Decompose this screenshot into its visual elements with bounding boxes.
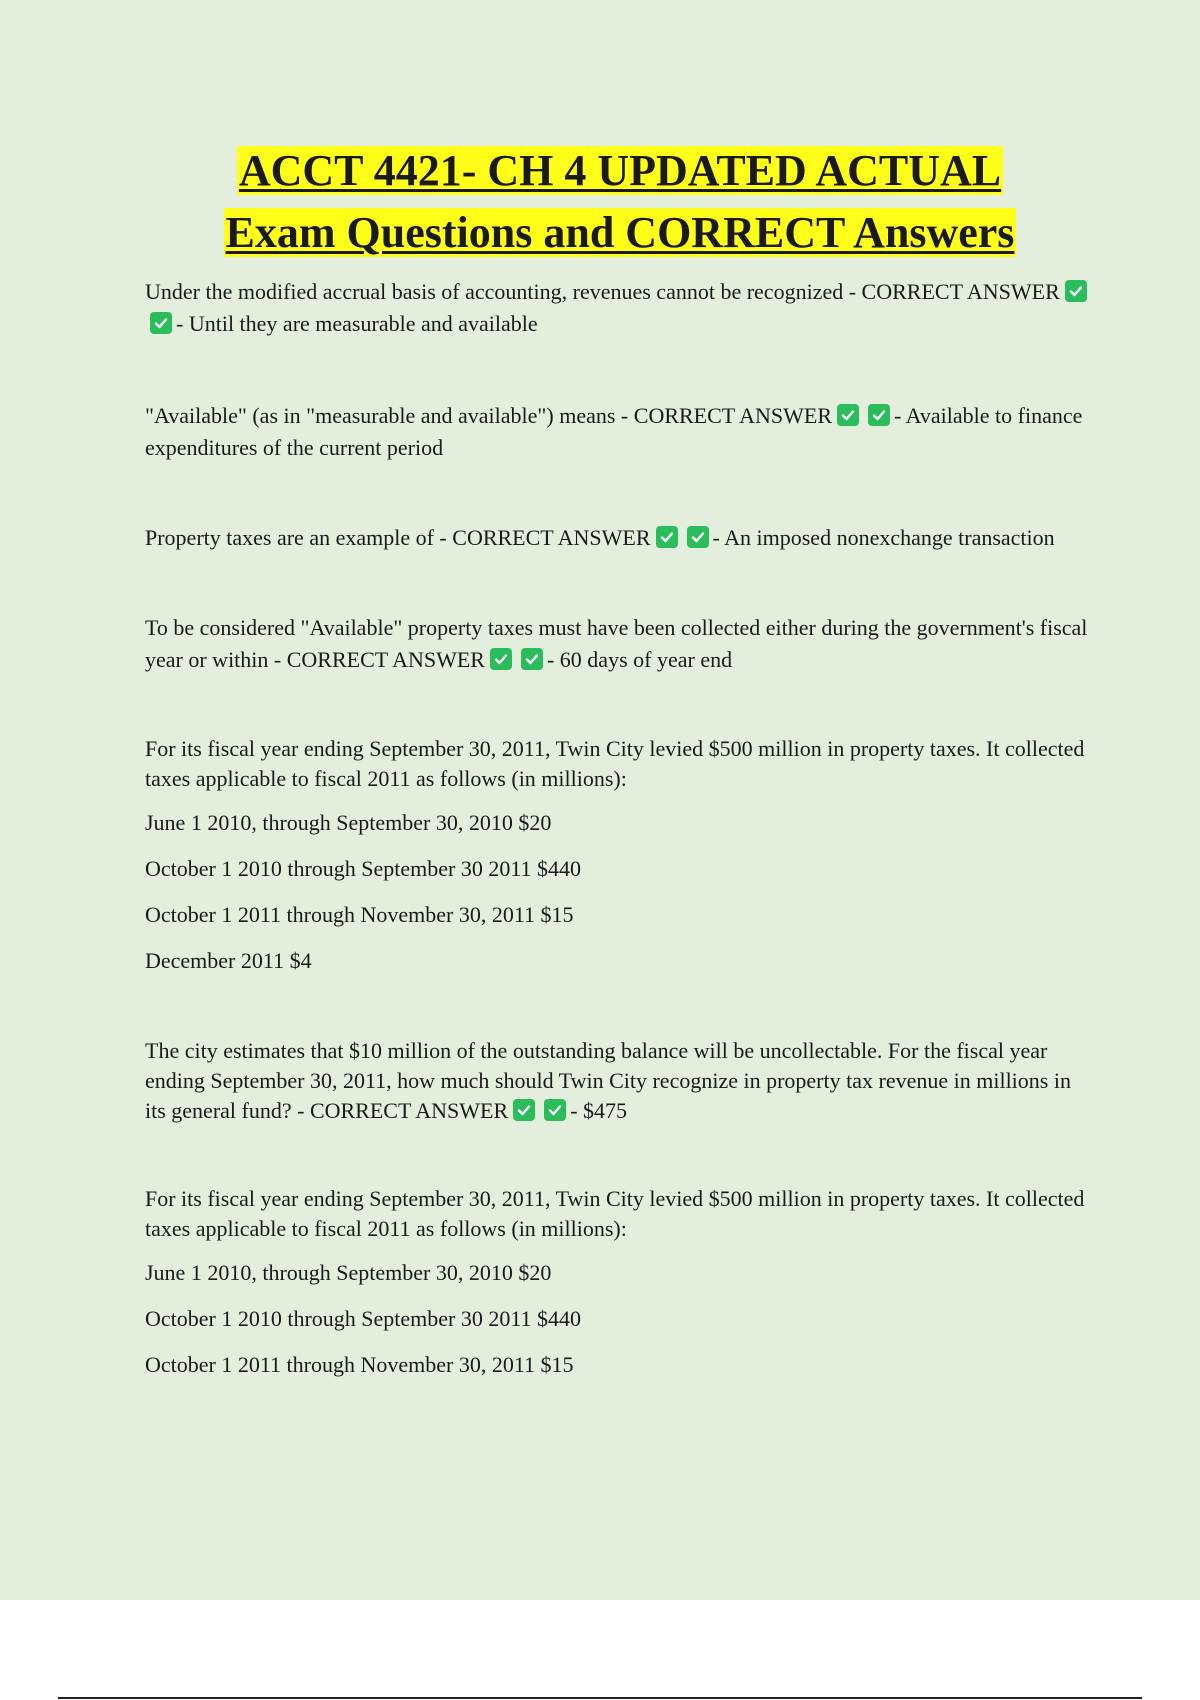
title-line-2: Exam Questions and CORRECT Answers [225,208,1015,257]
correct-answer-label: CORRECT ANSWER [633,403,833,428]
problem-intro: For its fiscal year ending September 30, 2011, Twin City levied $500 million in property taxes. It collected taxes applicable to fiscal 2011 as follows (in millions): [145,1186,1085,1241]
collection-line: December 2011 $4 [145,948,312,973]
qa-item [145,1036,1095,1126]
check-mark-icon [687,526,709,548]
correct-answer-label: CORRECT ANSWER [286,647,485,672]
answer-text: - Available to finance expenditures of the current period [145,403,1083,460]
problem-intro: For its fiscal year ending September 30, 2011, Twin City levied $500 million in property taxes. It collected taxes applicable to fiscal 2011 as follows (in millions): [145,736,1085,791]
qa-item [145,400,1095,464]
answer-text: - An imposed nonexchange transaction [712,525,1055,550]
footer-rule [58,1697,1142,1699]
qa-item [145,276,1095,340]
question-text: "Available" (as in "measurable and available") means - [145,403,634,428]
correct-answer-label: CORRECT ANSWER [452,525,651,550]
check-mark-icon [1065,280,1087,302]
question-text: To be considered "Available" property taxes must have been collected either during the government's fiscal year or within - [145,615,1088,672]
check-mark-icon [656,526,678,548]
correct-answer-label: CORRECT ANSWER [309,1098,509,1123]
question-text: Property taxes are an example of - [145,525,453,550]
collection-line: October 1 2011 through November 30, 2011 $15 [145,902,574,927]
answer-text: - $475 [570,1098,628,1123]
collection-line: June 1 2010, through September 30, 2010 $20 [145,1260,552,1285]
check-mark-icon [150,312,172,334]
collection-line: October 1 2011 through November 30, 2011 $15 [145,1352,574,1377]
question-text: Under the modified accrual basis of accounting, revenues cannot be recognized - [145,279,862,304]
title-line-1: ACCT 4421- CH 4 UPDATED ACTUAL [238,146,1002,195]
check-mark-icon [521,648,543,670]
check-mark-icon [544,1099,566,1121]
answer-text: - Until they are measurable and available [176,311,538,336]
collection-line: June 1 2010, through September 30, 2010 $20 [145,810,552,835]
answer-text: - 60 days of year end [546,647,733,672]
document-body [145,276,1095,1382]
check-mark-icon [490,648,512,670]
check-mark-icon [513,1099,535,1121]
check-mark-icon [868,404,890,426]
check-mark-icon [837,404,859,426]
question-text: The city estimates that $10 million of the outstanding balance will be uncollectable. For the fiscal year ending September 30, 2011, how much should Twin City recognize in property tax revenue in millions in its general fund? - [145,1038,1071,1123]
document-title [0,140,1200,264]
collection-line: October 1 2010 through September 30 2011 $440 [145,856,582,881]
qa-item [145,522,1095,554]
correct-answer-label: CORRECT ANSWER [861,279,1060,304]
collection-line: October 1 2010 through September 30 2011 $440 [145,1306,582,1331]
qa-item [145,612,1095,676]
